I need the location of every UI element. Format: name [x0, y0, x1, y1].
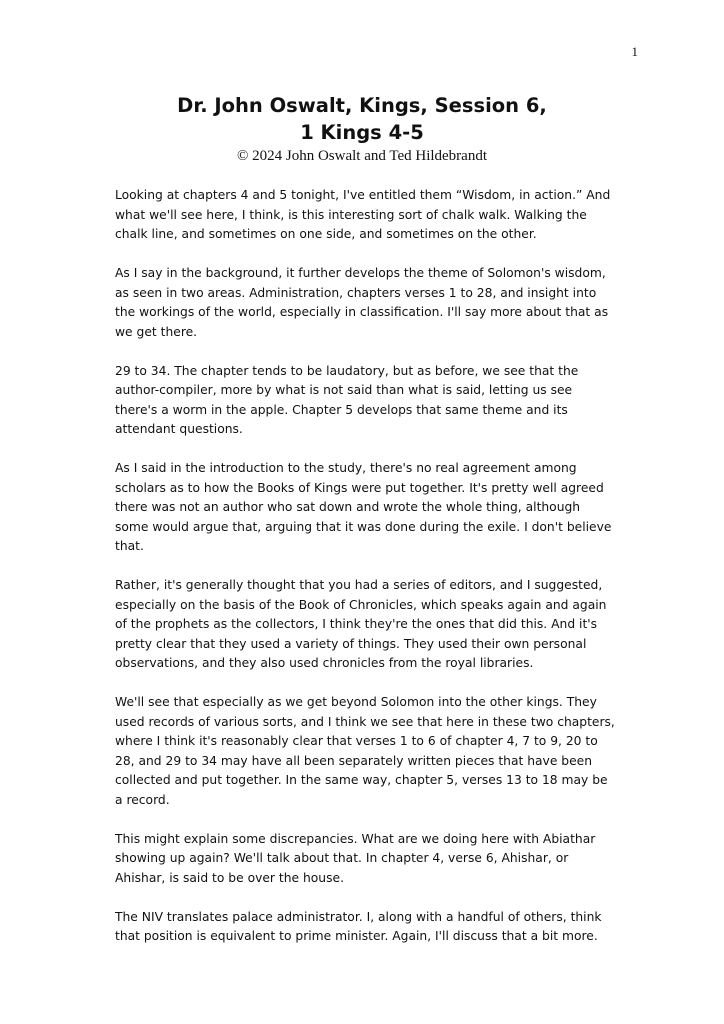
page-number: 1: [631, 44, 638, 59]
paragraph: As I say in the background, it further develops the theme of Solomon's wisdom, as seen in two areas. Administration, chapters verses 1 to 28, and insight into the workings of the world, especially in classification. I'll say more about that as we get there.: [115, 266, 609, 339]
copyright-notice: © 2024 John Oswalt and Ted Hildebrandt: [236, 148, 488, 164]
paragraph: Looking at chapters 4 and 5 tonight, I've entitled them “Wisdom, in action.” And what we'll see here, I think, is this interesting sort of chalk walk. Walking the chalk line, and sometimes on one side, and sometimes on the other.: [115, 188, 611, 241]
title-block: [0, 92, 724, 166]
paragraph: Rather, it's generally thought that you had a series of editors, and I suggested, especially on the basis of the Book of Chronicles, which speaks again and again of the prophets as the collectors, I think they're the ones that did this. And it's pretty clear that they used a variety of things. They used their own personal observations, and they also used chronicles from the royal libraries.: [115, 578, 607, 670]
body-text: [115, 186, 615, 966]
paragraph: We'll see that especially as we get beyond Solomon into the other kings. They used records of various sorts, and I think we see that here in these two chapters, where I think it's reasonably clear that verses 1 to 6 of chapter 4, 7 to 9, 20 to 28, and 29 to 34 may have all been separately written pieces that have been collected and put together. In the same way, chapter 5, verses 13 to 18 may be a record.: [115, 695, 615, 807]
paragraph: As I said in the introduction to the study, there's no real agreement among scholars as to how the Books of Kings were put together. It's pretty well agreed there was not an author who sat down and wrote the whole thing, although some would argue that, arguing that it was done during the exile. I don't believe that.: [115, 461, 612, 553]
paragraph: This might explain some discrepancies. What are we doing here with Abiathar showing up again? We'll talk about that. In chapter 4, verse 6, Ahishar, or Ahishar, is said to be over the house.: [115, 831, 596, 885]
paragraph: 29 to 34. The chapter tends to be laudatory, but as before, we see that the author-compiler, more by what is not said than what is said, letting us see there's a worm in the apple. Chapter 5 develops that same theme and its attendant questions.: [115, 363, 579, 436]
page-title-line-1: Dr. John Oswalt, Kings, Session 6,: [177, 94, 547, 117]
page-title-line-2: 1 Kings 4-5: [300, 121, 424, 144]
paragraph: The NIV translates palace administrator. I, along with a handful of others, think that position is equivalent to prime minister. Again, I'll discuss that a bit more.: [115, 909, 602, 943]
